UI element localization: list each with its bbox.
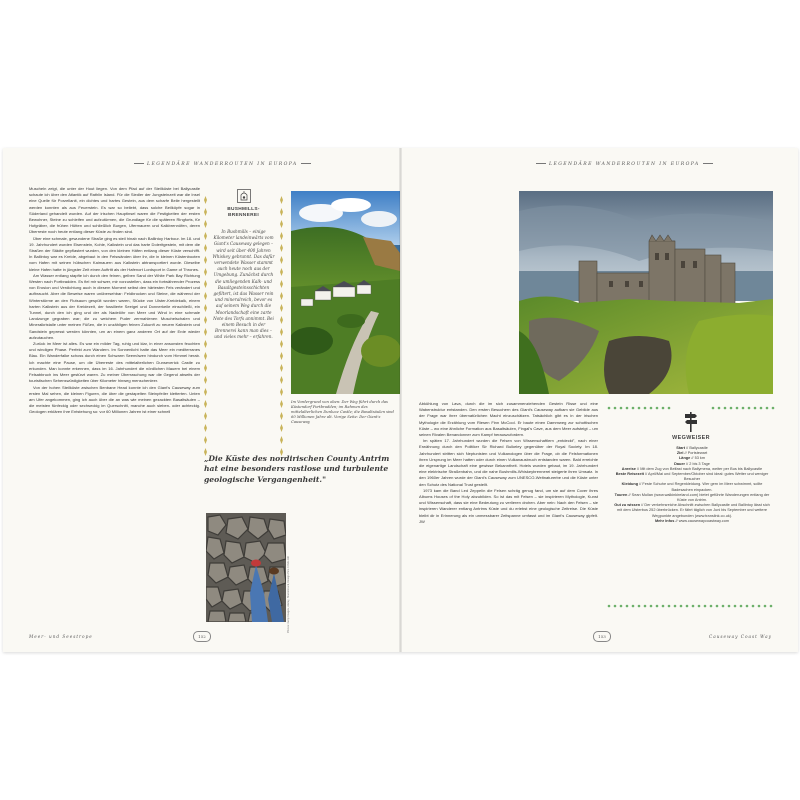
page-number-right: 153 bbox=[593, 631, 611, 642]
coastal-village-photo bbox=[291, 191, 400, 394]
basalt-columns-photo bbox=[206, 513, 286, 622]
wegweiser-list bbox=[612, 446, 772, 524]
basalt-columns-illustration bbox=[206, 513, 286, 622]
list-item: Länge // 53 km bbox=[678, 456, 706, 461]
whiskey-still-icon bbox=[237, 189, 251, 203]
ornament-border-right bbox=[279, 194, 284, 456]
sidebar-text: In Bushmills – einige Kilometer landeinwärts vom Giant's Causeway gelegen – wird seit über 400 Jahren Whiskey gebrannt. Das dafür verwendete Wasser stammt auch heute noch aus der Umgebung. Zunächst durch die umliegenden Kalk- und Basaltgesteinsschichten gefiltert, ist das Wasser rein und mineralreich, bevor es auf seinem Weg durch die Moorlandschaft eine zarte Note des Torfs annimmt. Bei einem Besuch in der Brennerei kann man dies – und vieles mehr – erfahren. bbox=[212, 229, 275, 340]
body-column-1 bbox=[29, 186, 200, 624]
paragraph: Am Wasser entlang stapfte ich durch den feinen, gelben Sand der White Park Bay Richtung Westen nach Portbradden. Es fiel mir schwer, mir vorzustellen, dass ein fortwährender Prozess von Erosion und Verdichtung auch in diesem Moment selbst den härtesten Fels verändert und aufbraucht. Aber die Beweise waren unübersehbar: Feldbrocken und Steine, die während der Winterstürme an den Flutsaum gespült worden waren, Stücke von Ulster-Kreidekalk, einem harten Kalkstein aus der Kreidezeit, der fossilierte Seeigel und Donnerkeile einschließt, ein Tunnel, durch den ich ging und der als Nadelöhr von Meer und Wind in eine schmale Landzunge gegraben war; die zu weichem Puder zermahlenen Muschelschalen und Mineralkristalle unter meinen Füßen, die in unzähligen feinen Zukunft zu neuem Kalkstein und Sandstein gepresst werden könnten, um an einem ganz anderen Ort auf der Erde wieder aufzutauchen. bbox=[29, 272, 200, 340]
list-item: Gut zu wissen // Der verkehrsreiche Abschnitt zwischen Ballycastle und Ballintoy lässt sich mit dem Ulsterbus 252 überbrücken. Er fährt täglich von Juni bis September und weitere Wegpunkte angebunden (www.translink.co.uk). bbox=[614, 503, 770, 518]
running-head-left: LEGENDÄRE WANDERROUTEN IN EUROPA bbox=[131, 162, 314, 167]
footer-route-label: Causeway Coast Way bbox=[709, 634, 772, 639]
list-item: Start // Ballycastle bbox=[676, 446, 708, 450]
coastal-village-illustration bbox=[291, 191, 400, 394]
magazine-spread bbox=[3, 148, 798, 652]
right-page bbox=[401, 148, 798, 652]
list-item: Beste Reisezeit // April/Mai und September/Oktober sind ideal: gutes Wetter und weniger Besucher bbox=[615, 472, 769, 482]
sidebar-title: BUSHMILLS- BRENNEREI bbox=[227, 207, 260, 218]
footer-section-label: Meer- und Seestrope bbox=[29, 634, 93, 639]
paragraph: Über eine schmale, gewundene Straße ging es steil hinab nach Ballintoy Harbour. Im 18. und 19. Jahrhundert wurden Eisenstein, Kohle, Kalkstein und das harte Doleritgestein, mit dem die Straßen der Städte gepflastert wurden, von den kleinen Häfen entlang dieser Küste verschifft. In Ballintoy war es Kreide, abgebaut in den Felswänden über ihr, die in kleinen Küstenbooten vom Hafen mit seinen hübschen Kaimauern aus Kalkstein abtransportiert wurde. Dieselbe kleine Hafen hatte in jüngster Zeit einen Auftritt als der Hafenort Lordsport in Game of Thrones. bbox=[29, 235, 200, 272]
paragraph: Zurück im Meer ist alles. Es war ein milder Tag, ruhig und klar, in einer ansonsten feuchten und windigen Phase. Perfekt zum Wandern. Im Sonnenlicht hatte das Meer ein mediterranes Blau. Ein Wanderfalke schoss durch einen Schwarm Seemöwen hindurch vom Himmel herab. Ich machte eine Pause, um die Überreste des mittelalterlichen Dunseverick Castle zu erkunden. Man konnte erkennen, dass im 16. Jahrhundert die nördlichen Mauern bei einem Felsabbruch ins Meer gestürzt waren. Zu meiner Überraschung war die Gegend abseits der touristischen Sehenswürdigkeiten über Kilometer hinweg menschenleer. bbox=[29, 341, 200, 384]
pull-quote: „Die Küste des nordirischen County Antrim hat eine besonders rastlose und turbulente geologische Vergangenheit." bbox=[204, 454, 390, 484]
list-item: Mehr Infos // www.causewaycoastway.com bbox=[654, 518, 730, 523]
list-item: Ziel // Portstewart bbox=[676, 451, 708, 456]
body-column-right bbox=[419, 401, 598, 623]
ornament-border-bottom bbox=[606, 604, 776, 608]
paragraph: Von der hohen Steilküste zwischen Benbane Head konnte ich den Giant's Causeway zum ersten Mal sehen, die kleinen Figuren, die über die gestapelten Steinpfeiler kletterten. Unten am Ufer angekommen, ging ich auch über die an was wie meinen gezackten Basaltsäulen – die meisten fünfeckig oder sechseckig im Querschnitt, manche auch sieben- oder achteckig. Geologen erklären ihre Entstehung so: vor 60 Millionen Jahren ist einer schnell bbox=[29, 384, 200, 415]
paragraph: Im späten 17. Jahrhundert wurden die Felsen von Wissenschaftlern „entdeckt", nach einer Erwähnung durch den Politiker Sir Richard Bulkeley gegenüber der Royal Society. Im 18. Jahrhundert stritten sich Neptunisten und Vulkanologen über die Frage, ob die Felsformationen ihren Ursprung im Meer hatten oder durch einen Vulkanausbruch entstanden waren. Bald erreichte die eigenartige Landschaft eine gewisse Bekanntheit. Hotels wurden gebaut, im 19. Jahrhundert eine elektrische Straßenbahn, und die nahe Bushmills-Whiskeybrennerei steigerte ihren Umsatz. In den 1960er Jahren wurde der Giant's Causeway zum UNESCO-Weltnaturerbe und die Küste unter den Schutz des National Trust gestellt. bbox=[419, 438, 598, 487]
list-item: Touren // Sean Mullan (www.walkinkireland.com) bietet geführte Wanderungen entlang der Küste von Antrim. bbox=[614, 492, 770, 503]
list-item: Anreise // Mit dem Zug von Belfast nach Ballymena, weiter per Bus bis Ballycastle bbox=[621, 466, 763, 471]
wegweiser-title: WEGWEISER bbox=[672, 435, 710, 441]
photo-caption: Im Vordergrund von oben: Der Weg führt durch das Küstendorf Portbradden; im Rahmen des mittelalterlichen Dunluce Castle; die Basaltsäulen sind 60 Millionen Jahre alt. Vorige Seite: Der Giant's Causeway bbox=[291, 400, 394, 425]
photo-credit: Photos: Getty Images, Alamy, Shutterstock, Design Pics / Chris Hill bbox=[287, 556, 290, 633]
dunluce-castle-photo bbox=[519, 191, 773, 394]
ornament-border-left bbox=[203, 194, 208, 456]
paragraph: Muscheln zeigt, die unter der Hout liegen. Von dem Pfad auf der Steilküste bei Ballycastle schaute ich über den Atlantik auf Rathlin Island. Für die Siedler der Jungsteinzeit war die Insel eine Quelle für Porzellanit, ein dichtes und hartes Gestein, aus dem scharfe Beile hergestellt werden konnten als aus Feuerstein. Es war so beliebt, dass solche Beilköpfe sogar in Süderland gehandelt wurden. Auf der irischen Hauptinsel waren die Festigkeiten der ersten Bewohner, Steine zu schleifen und aufzutürmen, die Grundlage für die späteren Ringforts, für Hofgräber, die frühen Hütten und schließlich Burgen, Ufermauern und Kalkbrennöfen, deren Überreste noch heute entlang dieser Küste zu finden sind. bbox=[29, 186, 200, 235]
bushmills-sidebar bbox=[203, 186, 284, 456]
wegweiser-box bbox=[606, 402, 776, 610]
paragraph: Abkühlung von Lava, durch die im sich zusammenziehenden Gestein Risse und eine Wabenstruktur entstanden. Den ersten Besuchern des Giant's Causeway aufkam sie Gebilde aus der Frage war ihrer übernatürlichen Macht einzuschätzen. Tatsächlich gibt es in der irischen Mythologie die Erzählung vom Riesen Finn McCool. Er baute einen Dammweg zur schottischen Küste – wo eine ähnliche Formation aus Basaltsäulen, Fingal's Cave, aus dem Meer aufsteigt – um seinen Rivalen Benandonner zum Kampf herauszufordern. bbox=[419, 401, 598, 438]
page-number-left: 152 bbox=[193, 631, 211, 642]
list-item: Kleidung // Feste Schuhe und Regenkleidung. Wer gern im Meer schwimmt, sollte Badesachen einpacken. bbox=[621, 482, 763, 492]
left-page bbox=[3, 148, 400, 652]
paragraph: 1973 kam die Band Led Zeppelin die Felsen schräg genug fand, um sie auf dem Cover ihres Albums Houses of the Holy abzubilden. So ist das mit Felsen – sie inspirieren Mythologie, Kunst und Wissenschaft, dass sie eine Bedeutung zu verlieren drohen. Aber nein: Nach den Felsen – sie inspirieren Wanderer entlang Antrims Küste und du erlebst eine geologische Zeitreise. Die Küste bleibt dir in Erinnerung als ein unmessbarer Zeitspanne umfasst und im Giant's Causeway gipfelt. JW bbox=[419, 487, 598, 524]
signpost-icon bbox=[683, 410, 699, 432]
list-item: Dauer // 2 bis 3 Tage bbox=[674, 461, 710, 466]
running-head-right: LEGENDÄRE WANDERROUTEN IN EUROPA bbox=[533, 162, 716, 167]
castle-illustration bbox=[519, 191, 773, 394]
